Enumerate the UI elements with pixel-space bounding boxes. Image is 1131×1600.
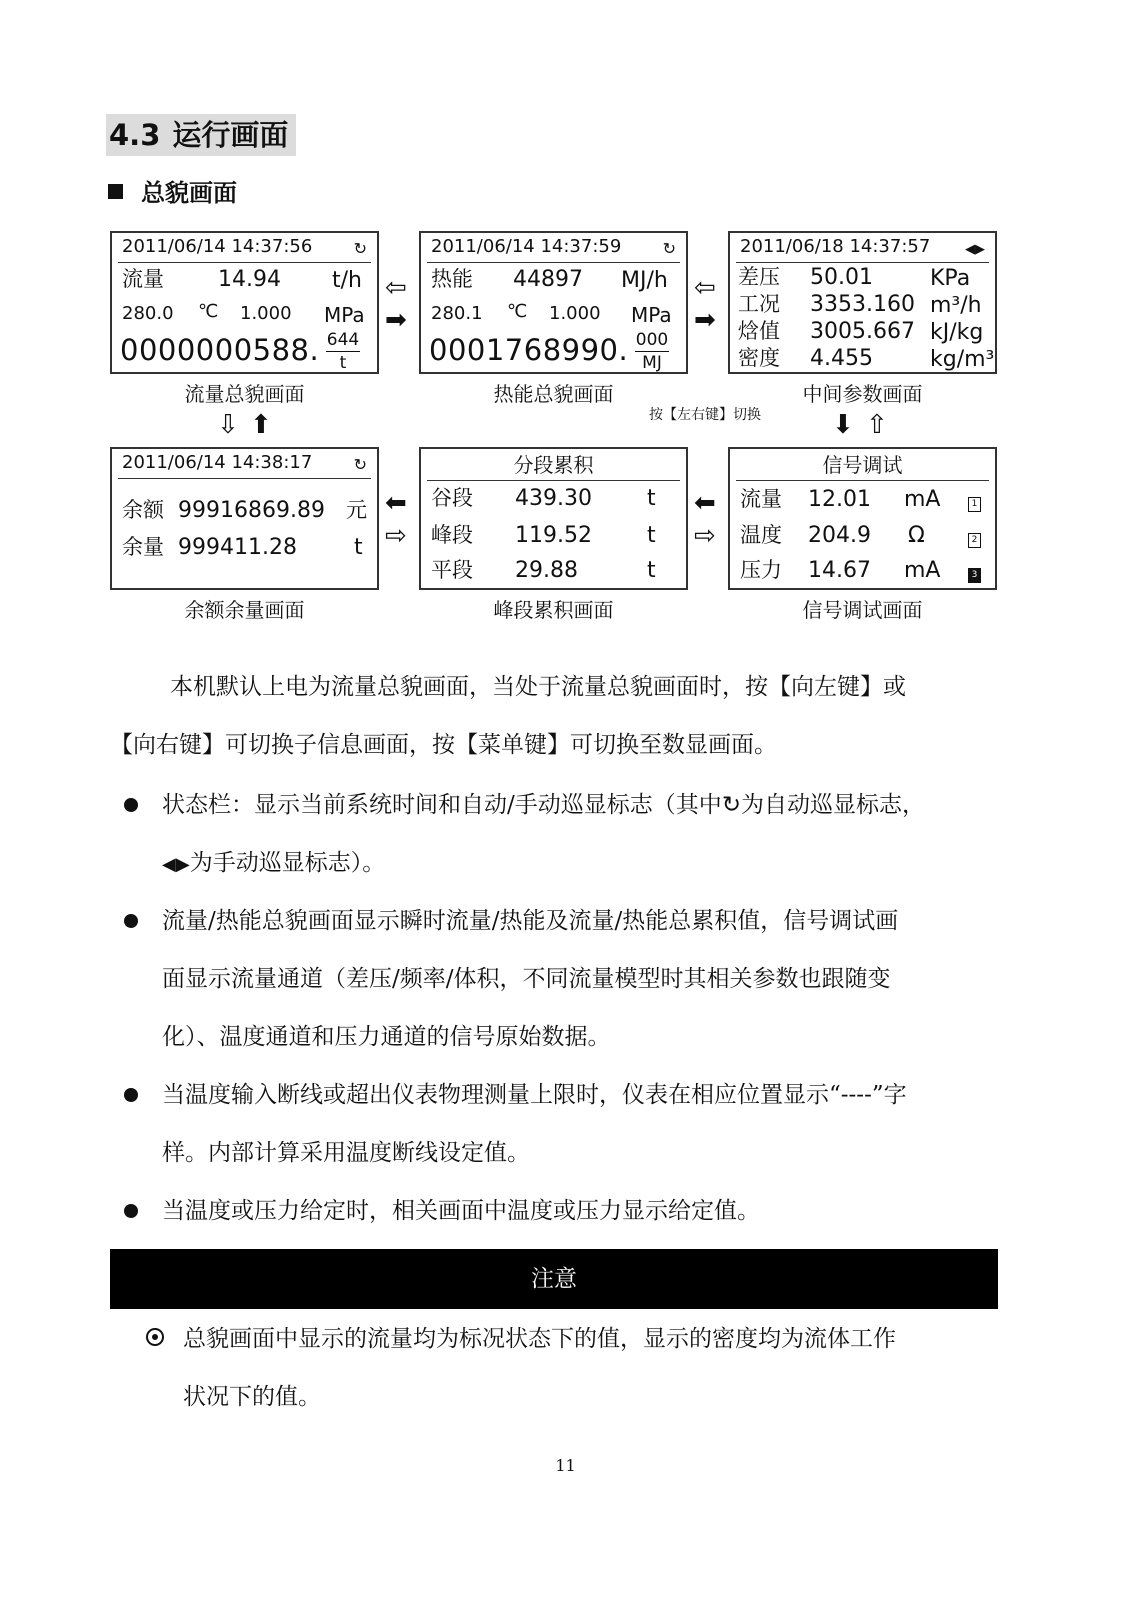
- signal-label: 流量: [740, 487, 782, 511]
- up-solid-arrow-icon: ⬆: [250, 410, 272, 440]
- remaining-unit: t: [354, 535, 363, 560]
- segment-unit: t: [647, 486, 656, 511]
- segment-unit: t: [647, 558, 656, 583]
- bullet-temp-break: [162, 1066, 907, 1124]
- pressure-value: 1.000: [240, 303, 292, 324]
- channel-box-icon: 1: [968, 497, 981, 512]
- panel-title: 分段累积: [513, 453, 594, 477]
- notice-item: [183, 1310, 1013, 1426]
- heat-label: 热能: [431, 267, 473, 291]
- section-heading: 运行画面: [172, 118, 289, 152]
- channel-box-icon: 2: [968, 533, 981, 548]
- fraction-digits: 000: [635, 330, 669, 350]
- right-solid-arrow-icon: ➡: [385, 305, 407, 335]
- notice-title-bar: 注意: [110, 1249, 998, 1309]
- remaining-label: 余量: [122, 535, 164, 559]
- signal-unit: Ω: [908, 523, 925, 548]
- signal-value: 14.67: [808, 558, 871, 583]
- fraction-digits: 644: [326, 330, 360, 350]
- flow-overview-panel: [110, 231, 379, 374]
- square-bullet-icon: [108, 184, 123, 199]
- section-number: 4.3: [109, 118, 161, 152]
- heat-overview-caption: 热能总貌画面: [493, 382, 614, 406]
- param-value: 50.01: [810, 265, 873, 290]
- param-unit: KPa: [930, 266, 971, 291]
- temp-unit: ℃: [507, 301, 528, 322]
- segment-label: 谷段: [431, 486, 473, 510]
- segment-value: 29.88: [515, 558, 578, 583]
- manual-cycle-icon: ◀▶: [162, 854, 190, 875]
- pressure-unit: MPa: [631, 303, 672, 327]
- flow-overview-caption: 流量总貌画面: [184, 382, 305, 406]
- auto-cycle-icon: ↻: [662, 239, 676, 258]
- signal-unit: mA: [904, 558, 941, 583]
- signal-value: 204.9: [808, 523, 871, 548]
- heat-overview-panel: [419, 231, 688, 374]
- signal-label: 温度: [740, 523, 782, 547]
- down-solid-arrow-icon: ⬇: [832, 410, 854, 440]
- remaining-value: 999411.28: [178, 535, 297, 560]
- bullet-given-value: [162, 1182, 760, 1240]
- left-outline-arrow-icon: ⇦: [385, 273, 407, 303]
- panel-datetime: 2011/06/14 14:37:56: [122, 236, 313, 257]
- header-divider: [736, 262, 989, 263]
- right-outline-arrow-icon: ⇨: [385, 521, 407, 551]
- fraction-line: [635, 351, 669, 352]
- param-value: 3353.160: [810, 292, 915, 317]
- segment-accum-caption: 峰段累积画面: [493, 598, 614, 622]
- intro-line-2: 【向右键】可切换子信息画面，按【菜单键】可切换至数显画面。: [110, 732, 777, 758]
- flow-value: 14.94: [218, 267, 281, 292]
- param-label: 工况: [738, 292, 780, 316]
- param-unit: kg/m³: [930, 347, 995, 372]
- bullet-text: 当温度输入断线或超出仪表物理测量上限时，仪表在相应位置显示“----”字: [162, 1082, 907, 1108]
- bullet-dot: [124, 1088, 138, 1102]
- intro-line-1: 本机默认上电为流量总貌画面，当处于流量总貌画面时，按【向左键】或: [170, 674, 906, 700]
- temp-unit: ℃: [198, 301, 219, 322]
- left-solid-arrow-icon: ⬅: [694, 488, 716, 518]
- circle-bullet-icon: [146, 1328, 164, 1346]
- manual-cycle-icon: ◀▶: [965, 242, 985, 257]
- middle-params-panel: [728, 231, 997, 374]
- balance-caption: 余额余量画面: [184, 598, 305, 622]
- signal-debug-panel: [728, 447, 997, 590]
- section-title: [106, 114, 296, 156]
- middle-params-caption: 中间参数画面: [802, 382, 923, 406]
- bullet-overview: [162, 892, 898, 950]
- segment-value: 119.52: [515, 523, 592, 548]
- total-fraction: [326, 330, 360, 373]
- pressure-unit: MPa: [324, 303, 365, 327]
- bullet-status-bar: [162, 776, 925, 834]
- fraction-line: [326, 351, 360, 352]
- bullet-dot: [124, 1204, 138, 1218]
- signal-label: 压力: [740, 558, 782, 582]
- pressure-value: 1.000: [549, 303, 601, 324]
- subsection-heading: 总貌画面: [141, 179, 237, 207]
- heat-value: 44897: [513, 267, 583, 292]
- temp-value: 280.1: [431, 303, 483, 324]
- header-divider: [736, 480, 989, 481]
- channel-box-icon: 3: [968, 568, 981, 583]
- bullet-dot: [124, 914, 138, 928]
- header-divider: [427, 480, 680, 481]
- heat-total: 0001768990.: [429, 333, 629, 367]
- segment-accum-panel: [419, 447, 688, 590]
- segment-label: 峰段: [431, 523, 473, 547]
- switch-note: 按【左右键】切换: [649, 407, 761, 423]
- left-solid-arrow-icon: ⬅: [385, 488, 407, 518]
- header-divider: [427, 262, 680, 263]
- fraction-unit: t: [339, 353, 347, 373]
- bullet-text: 为手动巡显标志）。: [189, 850, 386, 876]
- panel-title: 信号调试: [822, 453, 903, 477]
- panel-datetime: 2011/06/14 14:37:59: [431, 236, 622, 257]
- bullet-overview-line2: 面显示流量通道（差压/频率/体积，不同流量模型时其相关参数也跟随变: [162, 966, 891, 992]
- subsection-title: [108, 176, 237, 210]
- param-unit: kJ/kg: [930, 320, 984, 345]
- bullet-overview-line3: 化）、温度通道和压力通道的信号原始数据。: [162, 1024, 611, 1050]
- balance-value: 99916869.89: [178, 498, 325, 523]
- auto-cycle-icon: ↻: [353, 239, 367, 258]
- temp-value: 280.0: [122, 303, 174, 324]
- flow-total: 0000000588.: [120, 333, 320, 367]
- panel-datetime: 2011/06/18 14:37:57: [740, 236, 931, 257]
- bullet-text: 为自动巡显标志，: [741, 792, 926, 818]
- fraction-unit: MJ: [642, 353, 662, 373]
- header-divider: [118, 262, 371, 263]
- segment-unit: t: [647, 523, 656, 548]
- auto-cycle-icon: ↻: [721, 792, 742, 818]
- bullet-temp-break-line2: 样。内部计算采用温度断线设定值。: [162, 1140, 530, 1166]
- flow-label: 流量: [122, 267, 164, 291]
- up-outline-arrow-icon: ⇧: [866, 410, 888, 440]
- segment-label: 平段: [431, 558, 473, 582]
- param-label: 焓值: [738, 319, 780, 343]
- bullet-text: 状态栏：显示当前系统时间和自动/手动巡显标志（其中: [162, 792, 722, 818]
- left-outline-arrow-icon: ⇦: [694, 273, 716, 303]
- segment-value: 439.30: [515, 486, 592, 511]
- param-label: 密度: [738, 346, 780, 370]
- bullet-dot: [124, 798, 138, 812]
- header-divider: [118, 478, 371, 479]
- signal-unit: mA: [904, 487, 941, 512]
- signal-value: 12.01: [808, 487, 871, 512]
- panel-datetime: 2011/06/14 14:38:17: [122, 452, 313, 473]
- right-solid-arrow-icon: ➡: [694, 305, 716, 335]
- bullet-status-bar-cont: [162, 834, 385, 894]
- balance-unit: 元: [346, 498, 367, 522]
- param-unit: m³/h: [930, 293, 982, 318]
- notice-line-2: 状况下的值。: [183, 1384, 321, 1410]
- auto-cycle-icon: ↻: [353, 455, 367, 474]
- param-value: 4.455: [810, 346, 873, 371]
- balance-label: 余额: [122, 498, 164, 522]
- total-fraction: [635, 330, 669, 373]
- bullet-text: 当温度或压力给定时，相关画面中温度或压力显示给定值。: [162, 1198, 760, 1224]
- page-number: 11: [555, 1456, 576, 1475]
- right-outline-arrow-icon: ⇨: [694, 521, 716, 551]
- balance-panel: [110, 447, 379, 590]
- signal-debug-caption: 信号调试画面: [802, 598, 923, 622]
- down-outline-arrow-icon: ⇩: [217, 410, 239, 440]
- notice-line-1: 总貌画面中显示的流量均为标况状态下的值，显示的密度均为流体工作: [183, 1326, 896, 1352]
- heat-unit: MJ/h: [621, 268, 668, 293]
- bullet-text: 流量/热能总貌画面显示瞬时流量/热能及流量/热能总累积值，信号调试画: [162, 908, 899, 934]
- flow-unit: t/h: [332, 268, 362, 293]
- param-label: 差压: [738, 265, 780, 289]
- param-value: 3005.667: [810, 319, 915, 344]
